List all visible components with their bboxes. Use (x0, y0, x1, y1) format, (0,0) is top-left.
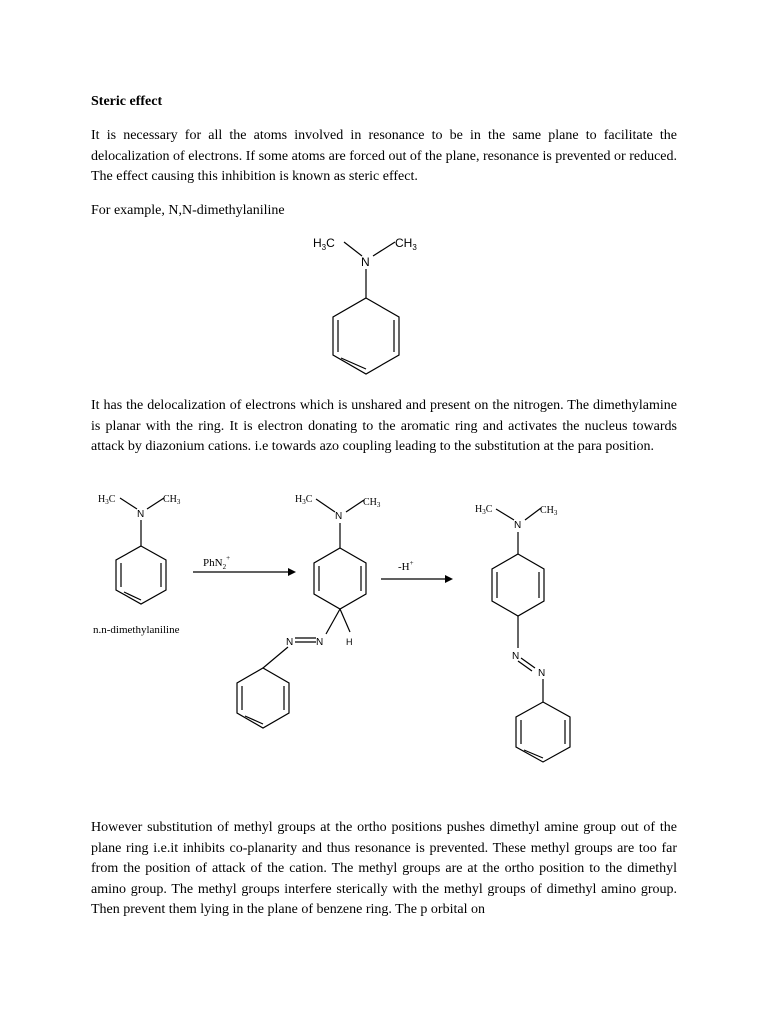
right-methyl-label: $CH_3$ (395, 236, 417, 252)
benzene-ring (333, 298, 399, 374)
reactant-name-label: n.n-dimethylaniline (93, 624, 180, 636)
bond (346, 500, 364, 512)
bond (344, 242, 362, 256)
product-azo-n1: N (512, 651, 520, 662)
bond (518, 661, 532, 671)
reactant-left-methyl: $H_3C$ (98, 494, 116, 506)
reagent-label: PhN$_2$+ (203, 554, 231, 571)
intermediate-nitrogen: N (335, 511, 343, 522)
example-paragraph: For example, N,N-dimethylaniline (91, 203, 285, 218)
bond (340, 609, 350, 632)
azo-n2: N (316, 637, 324, 648)
arrow-head (445, 575, 453, 583)
bond (120, 498, 137, 509)
reactant-nitrogen: N (137, 509, 145, 520)
product-nitrogen: N (514, 520, 522, 531)
cyclohexadienyl-ring (314, 548, 366, 609)
bond (525, 508, 541, 520)
section-heading: Steric effect (91, 94, 163, 109)
intermediate-right-methyl: $CH_3$ (363, 497, 381, 509)
bond (373, 242, 395, 256)
azo-coupling-scheme (88, 488, 588, 758)
intro-paragraph: It is necessary for all the atoms involved in resonance to be in the same plane to facilitate the delocalization of electrons. If some atoms are forced out of the plane, resonance is prevented or reduced. The effect causing this inhibition is known as steric effect. (91, 128, 677, 184)
benzene-ring (492, 554, 544, 616)
intermediate-left-methyl: $H_3C$ (295, 494, 313, 506)
product-right-methyl: $CH_3$ (540, 505, 558, 517)
bond (521, 658, 535, 668)
delocalization-paragraph: It has the delocalization of electrons which is unshared and present on the nitrogen. The dimethylamine is planar with the ring. It is electron donating to the aromatic ring and activates the nucleus towards attack by diazonium cations. i.e towards azo coupling leading to the substitution at the para position. (91, 398, 677, 454)
dimethylaniline-structure (300, 228, 430, 398)
hydrogen-label: H (346, 637, 353, 647)
phenyl-ring (237, 668, 289, 728)
benzene-ring (116, 546, 166, 604)
phenyl-ring (516, 702, 570, 762)
nitrogen-label: N (361, 255, 370, 269)
product-left-methyl: $H_3C$ (475, 504, 493, 516)
reactant-right-methyl: $CH_3$ (163, 494, 181, 506)
deprotonation-label: -H+ (398, 559, 414, 573)
bond (316, 499, 335, 512)
product-azo-n2: N (538, 668, 546, 679)
bond (496, 509, 514, 520)
arrow-head (288, 568, 296, 576)
bond (263, 647, 288, 668)
left-methyl-label: $H_3C$ (313, 236, 335, 252)
ortho-substitution-paragraph: However substitution of methyl groups at the ortho positions pushes dimethyl amine group out of the plane ring i.e.it inhibits co-planarity and thus resonance is prevented. These methyl groups are too far from the position of attack of the cation. The methyl groups are at the ortho position to the dimethyl amino group. The methyl groups interfere sterically with the methyl groups of dimethyl amino group. Then prevent them lying in the plane of benzene ring. The p orbital on (91, 820, 677, 917)
bond (326, 609, 340, 634)
bond (147, 498, 164, 509)
azo-n1: N (286, 637, 294, 648)
